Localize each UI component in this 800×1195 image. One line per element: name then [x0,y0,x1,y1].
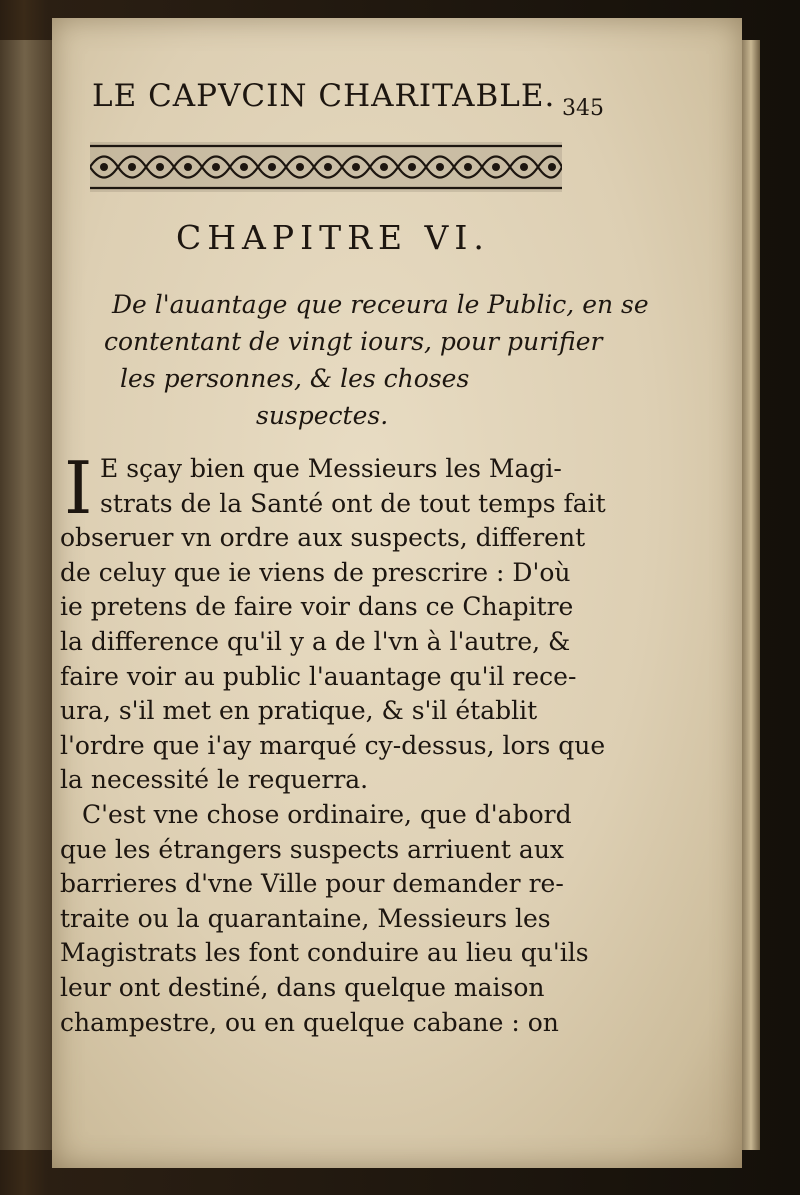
page-edges [742,40,760,1150]
body-text [60,446,606,1040]
body-line: traite ou la quarantaine, Messieurs les [60,903,551,933]
running-head: LE CAPVCIN CHARITABLE. [92,78,556,114]
drop-cap: I [64,446,93,530]
body-line: C'est vne chose ordinaire, que d'abord [82,799,572,829]
ornament-band-icon [90,138,562,196]
body-line: obseruer vn ordre aux suspects, different [60,523,586,553]
body-line: E sçay bien que Messieurs les Magi- [100,454,562,483]
body-line: barrieres d'vne Ville pour demander re- [60,869,564,899]
body-line: champestre, ou en quelque cabane : on [60,1007,559,1037]
subtitle-line: suspectes. [256,401,389,430]
page-number: 345 [562,96,604,121]
chapter-title: CHAPITRE VI. [176,218,490,257]
body-line: la necessité le requerra. [60,765,369,795]
body-line: que les étrangers suspects arriuent aux [60,834,565,864]
subtitle-line: contentant de vingt iours, pour purifier [104,327,603,356]
body-line: de celuy que ie viens de prescrire : D'où [60,557,571,587]
body-line: ura, s'il met en pratique, & s'il établit [60,696,538,726]
body-line: l'ordre que i'ay marqué cy-dessus, lors que [60,730,606,760]
subtitle-line: De l'auantage que receura le Public, en se [112,290,649,319]
body-line: la difference qu'il y a de l'vn à l'autre, & [60,626,571,656]
body-line: Magistrats les font conduire au lieu qu'ils [60,938,589,968]
body-line: leur ont destiné, dans quelque maison [60,972,545,1002]
body-line: faire voir au public l'auantage qu'il rece- [60,661,577,691]
subtitle-line: les personnes, & les choses [120,364,470,393]
body-line: ie pretens de faire voir dans ce Chapitre [60,592,574,622]
chapter-subtitle [90,286,649,434]
body-line: strats de la Santé ont de tout temps fait [100,488,606,518]
